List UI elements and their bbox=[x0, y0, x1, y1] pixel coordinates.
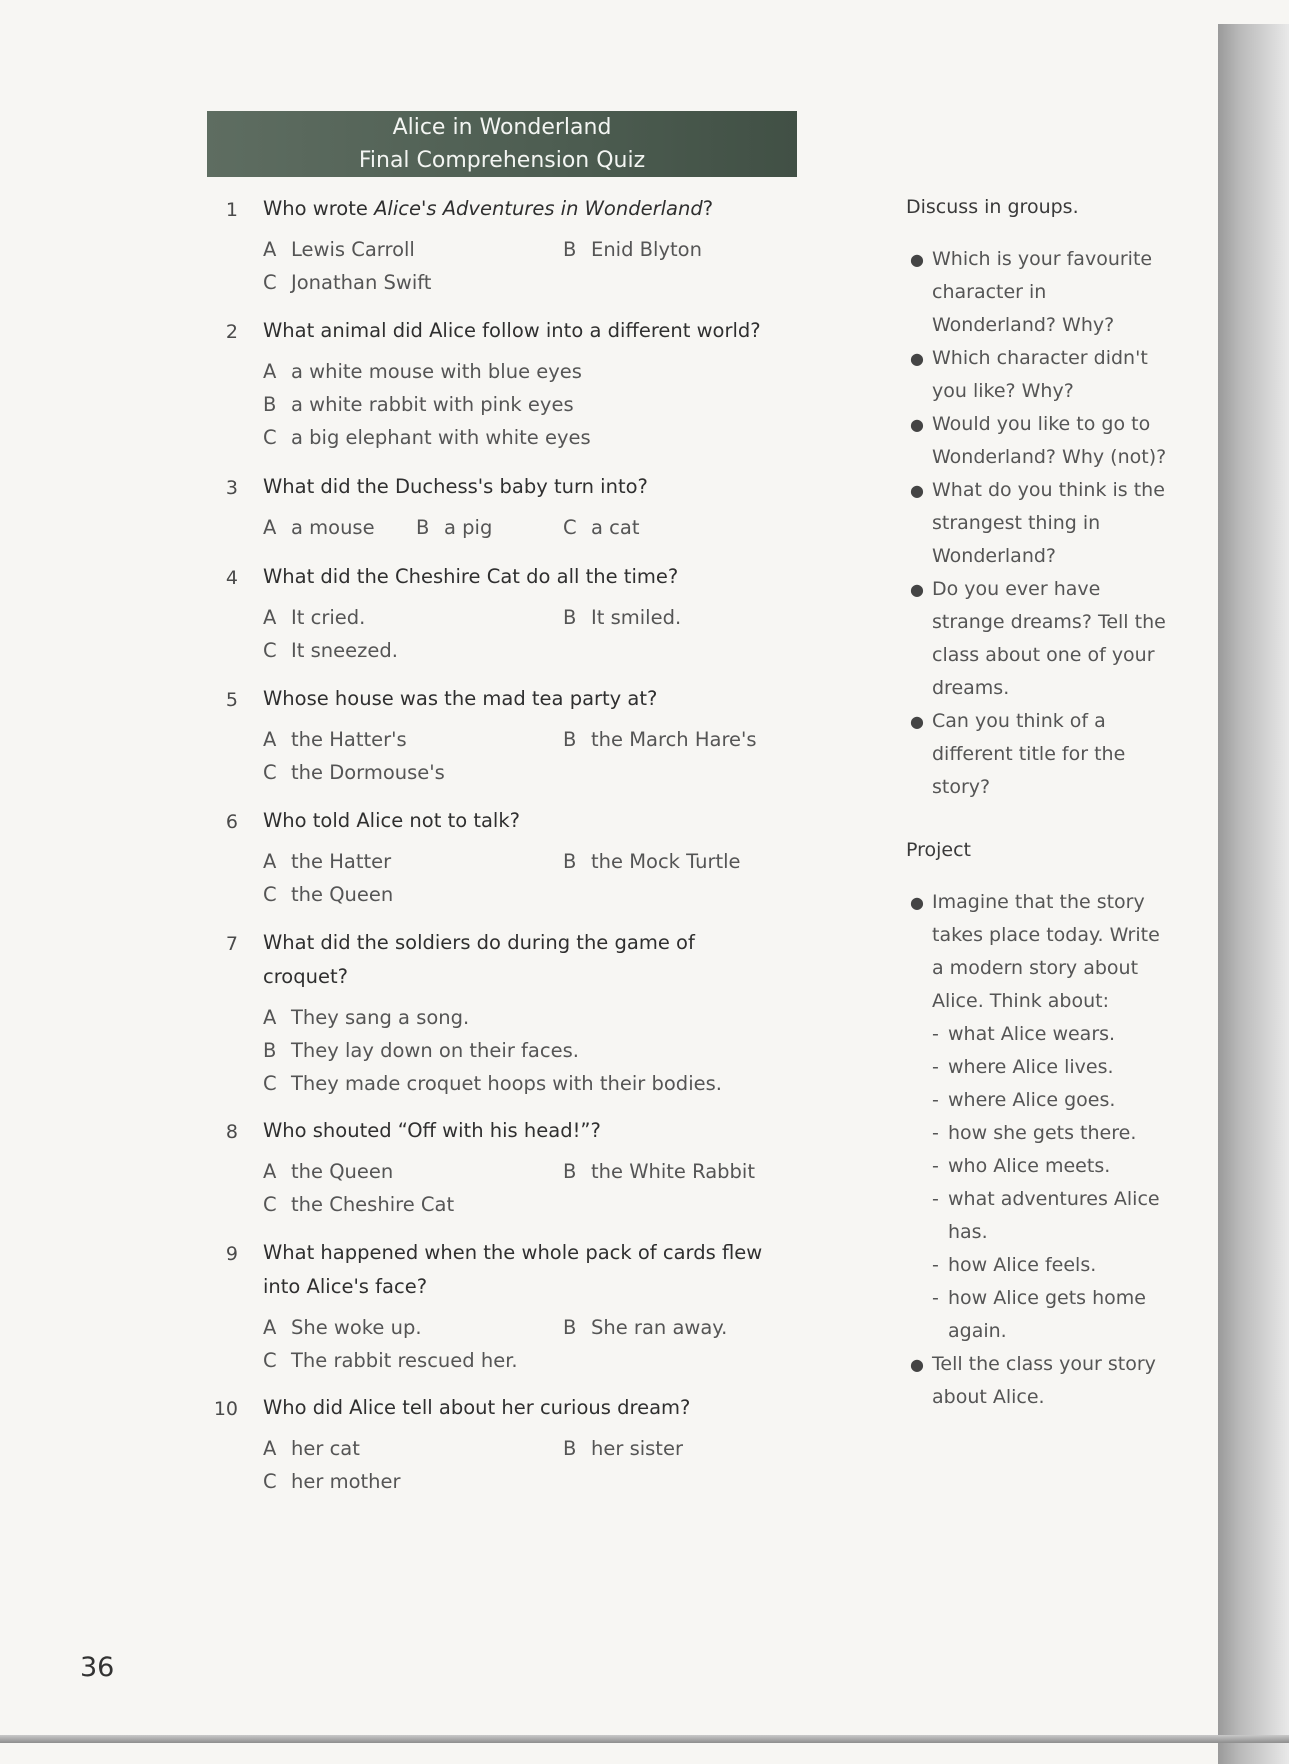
project-subitem-text: what adventures Alice has. bbox=[948, 1188, 1160, 1243]
title-line-2: Final Comprehension Quiz bbox=[358, 148, 646, 173]
bullet-dot-icon: ● bbox=[910, 580, 924, 599]
option-letter: C bbox=[263, 1072, 277, 1095]
option-a bbox=[263, 238, 415, 261]
question-text-part: Who wrote bbox=[263, 197, 375, 220]
option-letter: C bbox=[263, 1349, 277, 1372]
discuss-item-text: Which is your favourite character in Wonderland? Why? bbox=[932, 248, 1153, 336]
project-intro bbox=[906, 886, 1176, 1018]
option-a bbox=[263, 1006, 469, 1029]
option-text: Lewis Carroll bbox=[291, 238, 415, 261]
option-letter: C bbox=[263, 271, 277, 294]
bullet-dot-icon: ● bbox=[910, 415, 924, 434]
question-text: What did the soldiers do during the game of croquet? bbox=[263, 931, 695, 988]
question-text: What did the Duchess's baby turn into? bbox=[263, 475, 648, 498]
project-intro-text: Imagine that the story takes place today. Write a modern story about Alice. Think about: bbox=[932, 891, 1160, 1012]
discuss-heading: Discuss in groups. bbox=[906, 196, 1079, 218]
option-b bbox=[263, 1039, 579, 1062]
option-letter: A bbox=[263, 1160, 277, 1183]
project-subitem bbox=[932, 1117, 1172, 1150]
title-banner bbox=[207, 111, 797, 177]
project-subitem bbox=[932, 1282, 1172, 1348]
question-text: Who shouted “Off with his head!”? bbox=[263, 1119, 601, 1142]
discuss-item bbox=[906, 342, 1176, 408]
option-letter: C bbox=[263, 639, 277, 662]
option-b bbox=[263, 393, 574, 416]
option-text: the Dormouse's bbox=[291, 761, 445, 784]
discuss-item-text: Would you like to go to Wonderland? Why (not)? bbox=[932, 413, 1167, 468]
option-text: Jonathan Swift bbox=[291, 271, 432, 294]
option-c bbox=[263, 271, 431, 294]
option-text: the Mock Turtle bbox=[591, 850, 741, 873]
option-letter: B bbox=[563, 1316, 577, 1339]
option-text: a white mouse with blue eyes bbox=[291, 360, 582, 383]
option-letter: B bbox=[563, 1437, 577, 1460]
option-text: They made croquet hoops with their bodies. bbox=[291, 1072, 722, 1095]
discuss-item bbox=[906, 705, 1176, 804]
bullet-dot-icon: ● bbox=[910, 1355, 924, 1374]
option-letter: A bbox=[263, 1316, 277, 1339]
option-letter: A bbox=[263, 238, 277, 261]
option-b bbox=[563, 238, 702, 261]
bullet-dot-icon: ● bbox=[910, 712, 924, 731]
option-text: Enid Blyton bbox=[591, 238, 702, 261]
option-letter: C bbox=[263, 883, 277, 906]
question-number: 3 bbox=[225, 477, 238, 499]
question-number: 5 bbox=[225, 689, 238, 711]
question-text: Whose house was the mad tea party at? bbox=[263, 687, 658, 710]
question-text: What animal did Alice follow into a different world? bbox=[263, 319, 761, 342]
option-letter: B bbox=[416, 516, 430, 539]
option-text: The rabbit rescued her. bbox=[291, 1349, 518, 1372]
bullet-dot-icon: ● bbox=[910, 893, 924, 912]
project-subitem-text: where Alice goes. bbox=[948, 1089, 1116, 1111]
option-b bbox=[416, 516, 492, 539]
option-text: It cried. bbox=[291, 606, 366, 629]
option-b bbox=[563, 606, 681, 629]
option-text: a mouse bbox=[291, 516, 375, 539]
option-letter: B bbox=[563, 238, 577, 261]
option-c bbox=[263, 761, 445, 784]
option-text: a pig bbox=[444, 516, 493, 539]
option-a bbox=[263, 1316, 422, 1339]
question-number: 6 bbox=[225, 811, 238, 833]
question-number: 2 bbox=[225, 321, 238, 343]
project-subitem bbox=[932, 1084, 1172, 1117]
project-subitem-text: how Alice feels. bbox=[948, 1254, 1097, 1276]
project-subitem-text: who Alice meets. bbox=[948, 1155, 1111, 1177]
option-c bbox=[263, 1470, 401, 1493]
option-c bbox=[263, 1193, 454, 1216]
option-text: It smiled. bbox=[591, 606, 682, 629]
option-letter: A bbox=[263, 850, 277, 873]
option-letter: B bbox=[563, 1160, 577, 1183]
option-a bbox=[263, 1437, 360, 1460]
option-text: her sister bbox=[591, 1437, 683, 1460]
question-number: 1 bbox=[225, 199, 238, 221]
option-text: She woke up. bbox=[291, 1316, 422, 1339]
option-text: She ran away. bbox=[591, 1316, 728, 1339]
dash-icon: - bbox=[932, 1254, 939, 1276]
option-b bbox=[563, 1160, 755, 1183]
option-letter: C bbox=[563, 516, 577, 539]
option-a bbox=[263, 606, 365, 629]
option-letter: B bbox=[263, 1039, 277, 1062]
question-text: What happened when the whole pack of cards flew into Alice's face? bbox=[263, 1241, 763, 1298]
dash-icon: - bbox=[932, 1155, 939, 1177]
option-letter: A bbox=[263, 606, 277, 629]
page-edge-shadow bbox=[1218, 24, 1289, 1764]
option-c bbox=[263, 883, 393, 906]
question-text: Who told Alice not to talk? bbox=[263, 809, 520, 832]
bullet-dot-icon: ● bbox=[910, 481, 924, 500]
question-number: 9 bbox=[225, 1243, 238, 1265]
project-final bbox=[906, 1348, 1176, 1414]
option-letter: A bbox=[263, 728, 277, 751]
option-b bbox=[563, 850, 741, 873]
question-text: What did the Cheshire Cat do all the time? bbox=[263, 565, 679, 588]
question-text: Who did Alice tell about her curious dream? bbox=[263, 1396, 691, 1419]
option-letter: A bbox=[263, 1006, 277, 1029]
question-text bbox=[263, 192, 803, 226]
option-a bbox=[263, 360, 582, 383]
option-text: the Hatter's bbox=[291, 728, 407, 751]
title-line-1: Alice in Wonderland bbox=[392, 115, 612, 140]
discuss-item bbox=[906, 408, 1176, 474]
page-number: 36 bbox=[80, 1652, 115, 1683]
project-subitem-text: how she gets there. bbox=[948, 1122, 1137, 1144]
option-b bbox=[563, 728, 757, 751]
project-subitem bbox=[932, 1249, 1172, 1282]
dash-icon: - bbox=[932, 1188, 939, 1210]
discuss-item bbox=[906, 573, 1176, 705]
option-text: the Cheshire Cat bbox=[291, 1193, 455, 1216]
discuss-item-text: Which character didn't you like? Why? bbox=[932, 347, 1148, 402]
option-letter: A bbox=[263, 516, 277, 539]
project-subitem bbox=[932, 1051, 1172, 1084]
option-letter: B bbox=[563, 606, 577, 629]
page-bottom-edge bbox=[0, 1735, 1289, 1743]
option-letter: C bbox=[263, 1193, 277, 1216]
discuss-item-text: Do you ever have strange dreams? Tell the class about one of your dreams. bbox=[932, 578, 1166, 699]
option-letter: A bbox=[263, 360, 277, 383]
option-text: the White Rabbit bbox=[591, 1160, 755, 1183]
option-letter: C bbox=[263, 761, 277, 784]
discuss-item-text: Can you think of a different title for the story? bbox=[932, 710, 1126, 798]
dash-icon: - bbox=[932, 1056, 939, 1078]
option-c bbox=[263, 1349, 518, 1372]
option-a bbox=[263, 850, 391, 873]
discuss-item bbox=[906, 243, 1176, 342]
option-a bbox=[263, 516, 375, 539]
dash-icon: - bbox=[932, 1287, 939, 1309]
question-number: 7 bbox=[225, 933, 238, 955]
option-c bbox=[263, 1072, 722, 1095]
option-b bbox=[563, 1316, 727, 1339]
option-text: the Hatter bbox=[291, 850, 392, 873]
bullet-dot-icon: ● bbox=[910, 349, 924, 368]
option-text: They lay down on their faces. bbox=[291, 1039, 579, 1062]
option-a bbox=[263, 1160, 393, 1183]
option-c bbox=[263, 426, 591, 449]
option-text: the Queen bbox=[291, 1160, 394, 1183]
question-number: 4 bbox=[225, 567, 238, 589]
project-subitem-text: where Alice lives. bbox=[948, 1056, 1114, 1078]
option-text: It sneezed. bbox=[291, 639, 398, 662]
option-c bbox=[263, 639, 398, 662]
option-letter: C bbox=[263, 426, 277, 449]
option-text: her mother bbox=[291, 1470, 401, 1493]
option-c bbox=[563, 516, 639, 539]
option-text: a big elephant with white eyes bbox=[291, 426, 591, 449]
option-b bbox=[563, 1437, 683, 1460]
option-text: They sang a song. bbox=[291, 1006, 470, 1029]
option-letter: B bbox=[563, 728, 577, 751]
book-title: Alice's Adventures in Wonderland bbox=[374, 197, 703, 220]
option-a bbox=[263, 728, 407, 751]
option-text: a cat bbox=[591, 516, 640, 539]
project-subitem-text: what Alice wears. bbox=[948, 1023, 1116, 1045]
dash-icon: - bbox=[932, 1023, 939, 1045]
project-subitem bbox=[932, 1183, 1172, 1249]
option-text: a white rabbit with pink eyes bbox=[291, 393, 574, 416]
project-heading: Project bbox=[906, 839, 972, 861]
bullet-dot-icon: ● bbox=[910, 250, 924, 269]
project-subitem bbox=[932, 1150, 1172, 1183]
option-letter: B bbox=[563, 850, 577, 873]
question-number: 8 bbox=[225, 1121, 238, 1143]
project-subitem-text: how Alice gets home again. bbox=[948, 1287, 1146, 1342]
option-text: the Queen bbox=[291, 883, 394, 906]
question-text-part: ? bbox=[702, 197, 714, 220]
option-letter: A bbox=[263, 1437, 277, 1460]
dash-icon: - bbox=[932, 1089, 939, 1111]
option-text: the March Hare's bbox=[591, 728, 757, 751]
option-text: her cat bbox=[291, 1437, 360, 1460]
option-letter: C bbox=[263, 1470, 277, 1493]
discuss-item-text: What do you think is the strangest thing in Wonderland? bbox=[932, 479, 1165, 567]
question-number: 10 bbox=[213, 1398, 238, 1420]
option-letter: B bbox=[263, 393, 277, 416]
project-final-text: Tell the class your story about Alice. bbox=[932, 1353, 1156, 1408]
discuss-item bbox=[906, 474, 1176, 573]
project-subitem bbox=[932, 1018, 1172, 1051]
dash-icon: - bbox=[932, 1122, 939, 1144]
